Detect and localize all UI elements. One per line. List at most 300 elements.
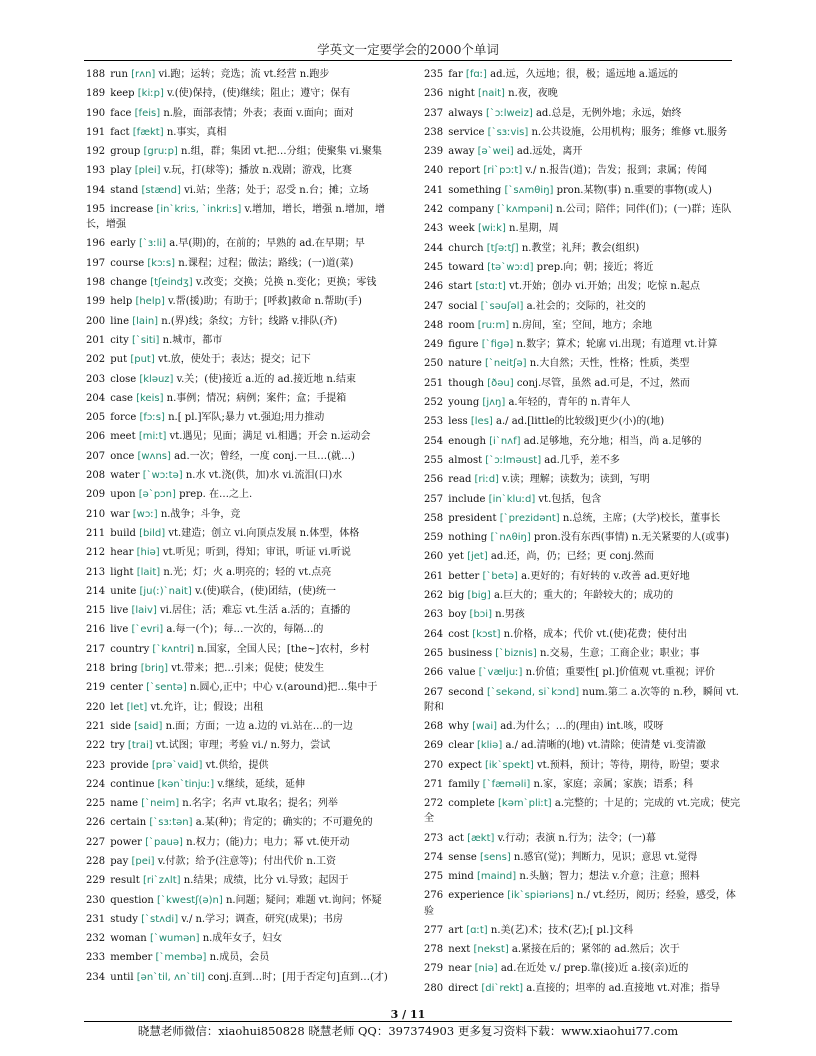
entry-number: 271 <box>424 778 444 790</box>
entry-definition: n.事例；情况；病例；案件；盒；手提箱 <box>166 392 347 404</box>
entry-definition: vi.居住；活；难忘 vt.生活 a.活的；直播的 <box>160 605 351 617</box>
entry-definition: n.公共设施，公用机构；服务；维修 vt.服务 <box>531 126 728 138</box>
entry-phonetic: [bild] <box>139 527 166 539</box>
entry-definition: a.某(种)；肯定的；确实的；不可避免的 <box>195 817 373 829</box>
entry-phonetic: [`pauə] <box>145 836 183 848</box>
entry-phonetic: [wʌns] <box>137 450 171 462</box>
entry-definition: a.每一(个)；每…一次的，每隔…的 <box>166 624 324 636</box>
entry-number: 260 <box>424 551 444 563</box>
entry-number: 221 <box>86 720 106 732</box>
entry-number: 268 <box>424 720 444 732</box>
entry-number: 253 <box>424 416 444 428</box>
entry-word: better <box>448 570 480 582</box>
word-entry <box>424 104 742 123</box>
entry-definition: n.教堂；礼拜；教会(组织) <box>521 242 640 254</box>
entry-number: 189 <box>86 88 106 100</box>
entry-number: 205 <box>86 412 106 424</box>
word-entry <box>424 470 742 489</box>
entry-number: 256 <box>424 474 444 486</box>
entry-phonetic: [jʌŋ] <box>482 397 506 409</box>
entry-phonetic: [nekst] <box>473 944 509 956</box>
entry-definition: v.(使)保持，(使)继续；阻止；遵守；保有 <box>167 88 351 100</box>
word-entry <box>424 567 742 586</box>
entry-number: 255 <box>424 454 444 466</box>
entry-number: 254 <box>424 435 444 447</box>
entry-word: start <box>448 281 473 293</box>
entry-word: toward <box>448 261 485 273</box>
entry-definition: vt.预料，预计；等待，期待，盼望；要求 <box>536 759 720 771</box>
entry-definition: vt.建造；创立 vi.向顶点发展 n.体型，体格 <box>168 527 360 539</box>
entry-number: 226 <box>86 817 106 829</box>
word-entry <box>86 871 404 890</box>
entry-word: enough <box>448 435 486 447</box>
entry-word: war <box>110 508 130 520</box>
entry-word: cost <box>448 628 470 640</box>
word-entry <box>86 852 404 871</box>
entry-word: unite <box>110 585 137 597</box>
entry-word: upon <box>110 489 136 501</box>
word-entry <box>424 432 742 451</box>
entry-number: 266 <box>424 667 444 679</box>
entry-phonetic: [`kwestʃ(ə)n] <box>157 894 223 906</box>
entry-definition: v.读；理解；读数为；读到，写明 <box>502 474 650 486</box>
word-entry <box>424 717 742 736</box>
header-rule <box>84 60 732 61</box>
word-entry <box>424 258 742 277</box>
entry-definition: v.付款；给予(注意等)；付出代价 n.工资 <box>157 855 337 867</box>
entry-definition: ad.远处，离开 <box>516 146 583 158</box>
entry-definition: n.权力；(能)力；电力；幂 vt.使开动 <box>186 836 350 848</box>
entry-number: 225 <box>86 798 106 810</box>
entry-number: 197 <box>86 257 106 269</box>
entry-word: course <box>110 257 145 269</box>
entry-definition: n.事实，真相 <box>166 126 227 138</box>
entry-definition: ad.为什么；…的(理由) int.咳，哎呀 <box>500 720 664 732</box>
entry-definition: v./ n.学习；调查，研究(成果)；书房 <box>181 913 343 925</box>
entry-number: 224 <box>86 778 106 790</box>
entry-definition: n.课程；过程；做法；路线；(一)道(菜) <box>178 257 354 269</box>
word-entry <box>86 466 404 485</box>
word-entry <box>424 200 742 219</box>
entry-word: close <box>110 373 137 385</box>
entry-phonetic: [`evri] <box>131 624 164 636</box>
entry-definition: n.大自然；天性，性格；性质，类型 <box>529 358 690 370</box>
entry-phonetic: [di`rekt] <box>481 982 524 994</box>
word-entry <box>86 370 404 389</box>
entry-definition: vt.开始；创办 vi.开始；出发；吃惊 n.起点 <box>509 281 701 293</box>
entry-word: nothing <box>448 532 488 544</box>
entry-number: 216 <box>86 624 106 636</box>
entry-phonetic: [let] <box>126 701 148 713</box>
entry-word: run <box>110 69 128 80</box>
entry-phonetic: [tʃəːtʃ] <box>486 242 519 254</box>
entry-phonetic: [`wumən] <box>149 933 200 945</box>
entry-phonetic: [ə`wei] <box>477 146 514 158</box>
entry-phonetic: [fɑː] <box>465 69 487 80</box>
entry-word: complete <box>448 798 495 810</box>
word-entry <box>424 354 742 373</box>
word-entry <box>86 84 404 103</box>
entry-word: question <box>110 894 154 906</box>
entry-word: live <box>110 624 129 636</box>
word-entry <box>424 297 742 316</box>
word-entry <box>424 316 742 335</box>
word-entry <box>86 543 404 562</box>
entry-word: something <box>448 184 502 196</box>
entry-number: 270 <box>424 759 444 771</box>
word-entry <box>86 292 404 311</box>
entry-number: 211 <box>86 527 106 539</box>
entry-definition: n.脸，面部表情；外表；表面 v.面向；面对 <box>163 107 354 119</box>
entry-definition: vt.听见；听到，得知；审讯，听证 vi.听说 <box>162 547 351 559</box>
word-entry <box>86 910 404 929</box>
entry-word: continue <box>110 778 155 790</box>
entry-phonetic: [`biznis] <box>495 647 537 659</box>
entry-phonetic: [tʃeindʒ] <box>150 277 193 289</box>
entry-phonetic: [`figə] <box>481 339 514 351</box>
entry-word: live <box>110 605 129 617</box>
word-entry <box>424 528 742 547</box>
word-entry <box>86 427 404 446</box>
entry-number: 272 <box>424 798 444 810</box>
entry-definition: v.关；(使)接近 a.近的 ad.接近地 n.结束 <box>176 373 356 385</box>
entry-definition: v.(使)联合，(使)团结，(使)统一 <box>194 585 336 597</box>
entry-word: provide <box>110 759 149 771</box>
entry-phonetic: [kɔst] <box>472 628 501 640</box>
entry-phonetic: [`sɜːvis] <box>487 126 529 138</box>
entry-number: 229 <box>86 875 106 887</box>
entry-number: 244 <box>424 242 444 254</box>
entry-phonetic: [`nʌθiŋ] <box>490 532 531 544</box>
entry-word: social <box>448 300 478 312</box>
entry-word: report <box>448 165 481 177</box>
entry-phonetic: [put] <box>130 354 155 366</box>
entry-word: big <box>448 590 465 602</box>
entry-word: include <box>448 493 486 505</box>
entry-word: experience <box>448 890 505 902</box>
entry-definition: n.男孩 <box>495 609 525 621</box>
word-entry <box>424 586 742 605</box>
entry-number: 234 <box>86 971 106 983</box>
entry-number: 219 <box>86 682 106 694</box>
entry-phonetic: [nait] <box>477 88 505 100</box>
entry-phonetic: [in`kluːd] <box>488 493 536 505</box>
entry-number: 242 <box>424 204 444 216</box>
entry-word: until <box>110 971 134 983</box>
entry-definition: n.[ pl.]军队;暴力 vt.强迫;用力推动 <box>168 412 325 424</box>
entry-number: 199 <box>86 296 106 308</box>
entry-definition: a.更好的；有好转的 v.改善 ad.更好地 <box>521 570 690 582</box>
word-entry <box>424 161 742 180</box>
entry-phonetic: [feis] <box>134 107 161 119</box>
entry-number: 191 <box>86 126 106 138</box>
word-entry <box>86 891 404 910</box>
entry-definition: n.夜，夜晚 <box>508 88 558 100</box>
entry-definition: a.巨大的；重大的；年龄较大的；成功的 <box>493 590 674 602</box>
word-entry <box>86 659 404 678</box>
entry-word: let <box>110 701 124 713</box>
word-entry <box>86 640 404 659</box>
entry-word: figure <box>448 339 479 351</box>
entry-number: 195 <box>86 204 106 216</box>
entry-number: 277 <box>424 924 444 936</box>
entry-number: 267 <box>424 686 444 698</box>
entry-definition: pron.没有东西(事情) n.无关紧要的人(或事) <box>533 532 730 544</box>
word-entry <box>86 968 404 987</box>
entry-word: stand <box>110 184 139 196</box>
entry-number: 190 <box>86 107 106 119</box>
entry-phonetic: [ə`pɔn] <box>138 489 176 501</box>
entry-definition: n.名字；名声 vt.取名；提名；列举 <box>182 798 338 810</box>
page-number: 3 / 11 <box>390 1008 426 1021</box>
entry-definition: a.紧接在后的；紧邻的 ad.然后；次于 <box>511 944 680 956</box>
entry-word: put <box>110 354 128 366</box>
entry-phonetic: [niə] <box>474 963 498 975</box>
entry-definition: ad.几乎，差不多 <box>544 454 620 466</box>
entry-phonetic: [`sʌmθiŋ] <box>504 184 554 196</box>
entry-phonetic: [ðəu] <box>487 377 514 389</box>
entry-phonetic: [wai] <box>472 720 498 732</box>
entry-word: less <box>448 416 468 428</box>
entry-number: 194 <box>86 184 106 196</box>
entry-number: 230 <box>86 894 106 906</box>
entry-word: result <box>110 875 140 887</box>
word-entry <box>424 775 742 794</box>
entry-phonetic: [big] <box>467 590 491 602</box>
entry-phonetic: [i`nʌf] <box>489 435 521 447</box>
word-entry <box>424 181 742 200</box>
entry-definition: ad.远，久远地；很，极；遥远地 a.遥远的 <box>490 69 679 80</box>
entry-phonetic: [pei] <box>131 855 155 867</box>
entry-number: 258 <box>424 512 444 524</box>
entry-phonetic: [kɔːs] <box>147 257 176 269</box>
entry-definition: pron.某物(事) n.重要的事物(或人) <box>556 184 712 196</box>
entry-phonetic: [jet] <box>467 551 488 563</box>
entry-phonetic: [`siti] <box>131 334 160 346</box>
entry-number: 231 <box>86 913 106 925</box>
entry-word: sense <box>448 851 477 863</box>
entry-word: president <box>448 512 497 524</box>
entry-definition: n.结果；成绩，比分 vi.导致；起因于 <box>183 875 349 887</box>
word-entry <box>86 524 404 543</box>
entry-phonetic: [`neitʃə] <box>485 358 527 370</box>
entry-number: 233 <box>86 952 106 964</box>
entry-definition: a.年轻的，青年的 n.青年人 <box>508 397 631 409</box>
entry-number: 269 <box>424 740 444 752</box>
word-entry <box>424 683 742 717</box>
word-entry <box>86 123 404 142</box>
entry-phonetic: [kləuz] <box>139 373 174 385</box>
entry-phonetic: [ik`spekt] <box>484 759 534 771</box>
entry-phonetic: [`ɔːlməust] <box>485 454 542 466</box>
entry-phonetic: [said] <box>134 720 163 732</box>
entry-number: 204 <box>86 392 106 404</box>
entry-word: nature <box>448 358 482 370</box>
entry-definition: vt.包括，包含 <box>538 493 602 505</box>
word-entry <box>86 582 404 601</box>
entry-word: week <box>448 223 475 235</box>
entry-number: 207 <box>86 450 106 462</box>
entry-number: 237 <box>424 107 444 119</box>
word-entry <box>424 65 742 84</box>
entry-phonetic: [ju(ː)`nait] <box>139 585 192 597</box>
entry-number: 248 <box>424 319 444 331</box>
entry-definition: n.问题；疑问；难题 vt.询问；怀疑 <box>225 894 382 906</box>
entry-definition: n.价值；重要性[ pl.]价值观 vt.重视；评价 <box>525 667 716 679</box>
entry-definition: n.头脑；智力；想法 v.介意；注意；照料 <box>519 871 700 883</box>
entry-word: fact <box>110 126 130 138</box>
entry-definition: vt.带来；把…引来；促使；使发生 <box>171 663 325 675</box>
entry-phonetic: [`sɜːtən] <box>149 817 193 829</box>
entry-number: 228 <box>86 855 106 867</box>
entry-phonetic: [in`kriːs, `inkriːs] <box>156 204 242 216</box>
entry-number: 214 <box>86 585 106 597</box>
entry-phonetic: [briŋ] <box>140 663 169 675</box>
entry-phonetic: [ri`pɔːt] <box>483 165 523 177</box>
entry-phonetic: [keis] <box>136 392 164 404</box>
entry-word: expect <box>448 759 482 771</box>
word-entry <box>86 65 404 84</box>
entry-definition: n.总统，主席；(大学)校长，董事长 <box>562 512 721 524</box>
entry-definition: num.第二 a.次等的 n.秒，瞬间 vt.附和 <box>424 686 739 713</box>
entry-phonetic: [plei] <box>134 165 161 177</box>
entry-word: meet <box>110 431 136 443</box>
entry-phonetic: [hiə] <box>136 547 160 559</box>
entry-number: 265 <box>424 647 444 659</box>
entry-definition: v.增加，增长，增强 n.增加，增长，增强 <box>86 204 385 231</box>
entry-definition: n.战争；斗争，竞 <box>160 508 241 520</box>
entry-number: 212 <box>86 547 106 559</box>
entry-phonetic: [stænd] <box>141 184 181 196</box>
entry-definition: n.数字；算术；轮廓 vi.出现；有道理 vt.计算 <box>516 339 718 351</box>
entry-phonetic: [kən`tinjuː] <box>157 778 215 790</box>
entry-phonetic: [prə`vaid] <box>151 759 203 771</box>
entry-word: bring <box>110 663 138 675</box>
word-entry <box>424 886 742 920</box>
entry-phonetic: [ən`til, ʌn`til] <box>136 971 205 983</box>
word-entry <box>86 833 404 852</box>
word-entry <box>86 254 404 273</box>
entry-number: 240 <box>424 165 444 177</box>
entry-phonetic: [`fæməli] <box>482 778 531 790</box>
entry-phonetic: [help] <box>135 296 165 308</box>
entry-word: away <box>448 146 475 158</box>
entry-phonetic: [`kʌntri] <box>152 643 195 655</box>
entry-phonetic: [tə`wɔːd] <box>487 261 534 273</box>
entry-number: 227 <box>86 836 106 848</box>
word-entry <box>424 335 742 354</box>
entry-word: company <box>448 204 494 216</box>
entry-phonetic: [fækt] <box>132 126 164 138</box>
entry-word: church <box>448 242 484 254</box>
word-entry <box>424 393 742 412</box>
entry-word: try <box>110 740 125 752</box>
entry-number: 198 <box>86 277 106 289</box>
entry-phonetic: [`sekənd, si`kɔnd] <box>486 686 580 698</box>
entry-word: group <box>110 146 141 158</box>
word-entry <box>86 756 404 775</box>
word-entry <box>424 959 742 978</box>
entry-definition: prep. 在…之上. <box>179 489 253 501</box>
entry-definition: vi.站；坐落；处于；忍受 n.台；摊；立场 <box>184 184 369 196</box>
entry-definition: n.面；方面；一边 a.边的 vi.站在…的一边 <box>165 720 353 732</box>
entry-number: 213 <box>86 566 106 578</box>
word-entry <box>86 775 404 794</box>
entry-word: help <box>110 296 133 308</box>
word-entry <box>424 239 742 258</box>
entry-definition: n.星期，周 <box>509 223 559 235</box>
word-entry <box>424 979 742 998</box>
word-entry <box>86 736 404 755</box>
word-entry <box>424 848 742 867</box>
word-entry <box>424 756 742 775</box>
entry-phonetic: [`ɔːlweiz] <box>485 107 533 119</box>
entry-word: case <box>110 392 133 404</box>
footer-rule <box>84 1021 732 1022</box>
entry-word: why <box>448 720 469 732</box>
entry-number: 264 <box>424 628 444 640</box>
entry-phonetic: [laiv] <box>131 605 157 617</box>
entry-word: yet <box>448 551 464 563</box>
word-entry <box>424 663 742 682</box>
entry-number: 241 <box>424 184 444 196</box>
entry-number: 206 <box>86 431 106 443</box>
entry-number: 236 <box>424 88 444 100</box>
entry-number: 201 <box>86 334 106 346</box>
entry-phonetic: [`stʌdi] <box>141 913 179 925</box>
word-entry <box>424 219 742 238</box>
entry-word: boy <box>448 609 467 621</box>
entry-word: pay <box>110 855 129 867</box>
entry-number: 263 <box>424 609 444 621</box>
word-entry <box>424 374 742 393</box>
entry-phonetic: [kəm`pliːt] <box>498 798 552 810</box>
entry-word: increase <box>110 204 154 216</box>
entry-number: 239 <box>424 146 444 158</box>
entry-definition: vt.放，使处于；表达；提交；记下 <box>157 354 311 366</box>
entry-word: name <box>110 798 139 810</box>
word-entry <box>424 605 742 624</box>
word-entry <box>86 698 404 717</box>
entry-word: family <box>448 778 480 790</box>
entry-definition: vi.跑；运转；竞选；流 vt.经营 n.跑步 <box>158 69 330 80</box>
entry-number: 220 <box>86 701 106 713</box>
entry-word: room <box>448 319 475 331</box>
entry-definition: vt.供给，提供 <box>205 759 269 771</box>
entry-phonetic: [`neim] <box>141 798 180 810</box>
word-entry <box>86 181 404 200</box>
entry-definition: n.价格，成本；代价 vt.(使)花费；使付出 <box>503 628 688 640</box>
entry-word: side <box>110 720 131 732</box>
entry-word: change <box>110 277 148 289</box>
entry-definition: ad.还，尚，仍；已经；更 conj.然而 <box>490 551 654 563</box>
entry-word: young <box>448 397 480 409</box>
entry-word: always <box>448 107 483 119</box>
word-entry <box>424 277 742 296</box>
entry-phonetic: [wiːk] <box>477 223 506 235</box>
word-entry <box>86 948 404 967</box>
entry-word: business <box>448 647 493 659</box>
entry-definition: v.改变；交换；兑换 n.变化；更换；零钱 <box>195 277 377 289</box>
entry-word: next <box>448 944 471 956</box>
entry-word: second <box>448 686 484 698</box>
word-entry <box>86 234 404 253</box>
entry-number: 218 <box>86 663 106 675</box>
entry-number: 246 <box>424 281 444 293</box>
entry-phonetic: [bɔi] <box>469 609 492 621</box>
word-column-right <box>424 65 742 998</box>
word-entry <box>424 940 742 959</box>
